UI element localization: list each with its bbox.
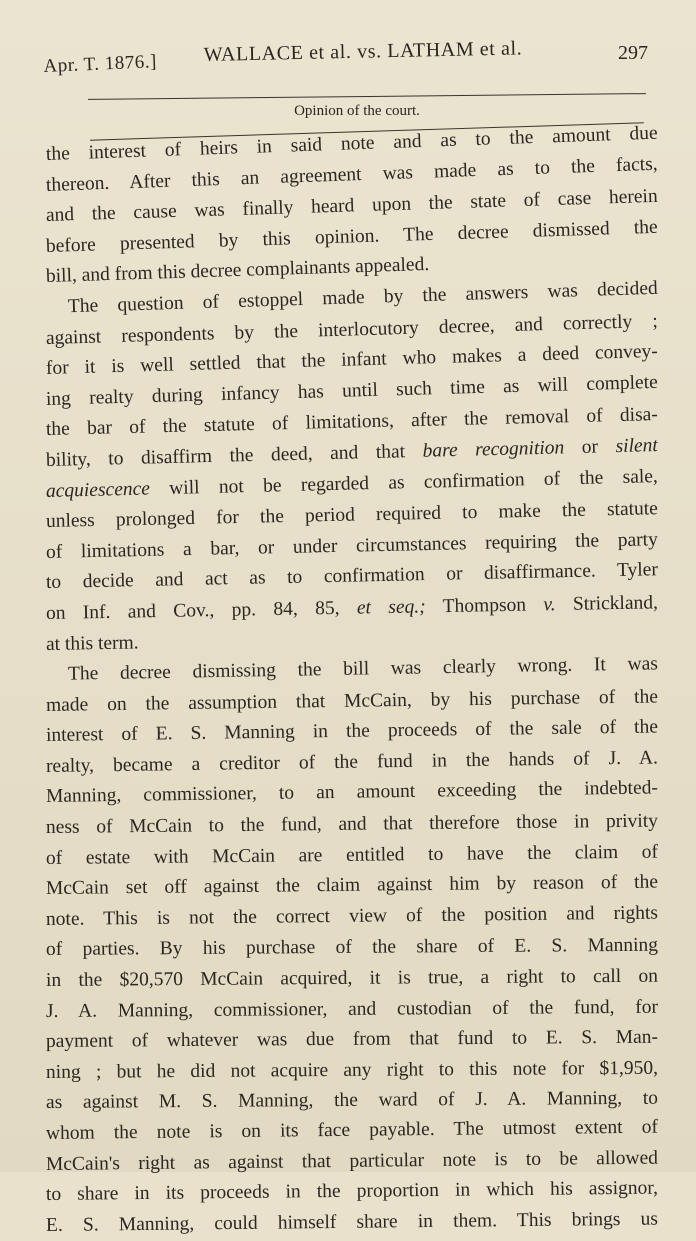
text-line: before presented by this opinion. The decree dismissed the [45,216,659,257]
text-line: ness of McCain to the fund, and that therefore those in privity [45,810,659,839]
text-line: The question of estoppel made by the answers was decided [67,277,659,318]
text-line: Manning, commissioner, to an amount exceeding the indebted- [45,777,659,808]
text-line: unless prolonged for the period required to make the statute [45,498,659,533]
page-number: 297 [618,42,648,64]
italic-run: et seq.; [356,596,426,619]
opinion-text [45,122,659,1241]
text-line: note. This is not the correct view of the position and rights [45,902,659,930]
text-line: realty, became a creditor of the fund in the hands of J. A. [45,747,659,777]
text-line: J. A. Manning, commissioner, and custodian of the fund, for [45,996,659,1022]
text-line: made on the assumption that McCain, by his purchase of the [45,686,659,716]
text-line: of parties. By his purchase of the share of E. S. Manning [45,935,659,961]
text-line: of estate with McCain are entitled to have the claim of [45,841,659,869]
text-line: to decide and act as to confirmation or disaffirmance. Tyler [45,559,659,594]
text-line: as against M. S. Manning, the ward of J. A. Manning, to [45,1088,659,1114]
italic-run: v. [543,594,556,616]
text-line: the interest of heirs in said note and as to the amount due [45,122,658,165]
court-term: Apr. T. 1876.] [43,51,158,78]
text-line: whom the note is on its face payable. The utmost extent of [45,1116,659,1144]
text-line: and the cause was finally heard upon the state of case herein [45,185,659,227]
text-line: in the $20,570 McCain acquired, it is true, a right to call on [45,965,659,992]
text-run: or [564,436,616,459]
header-rule-top [88,93,646,100]
text-run: Strickland, [555,592,659,616]
text-line: for it is well settled that the infant who makes a deed convey- [45,341,659,380]
text-line: of limitations a bar, or under circumstances requiring the party [45,528,659,563]
italic-run: acquiescence [45,477,151,502]
text-line: payment of whatever was due from that fund to E. S. Man- [45,1026,659,1053]
text-line: bill, and from this decree complainants appealed. [45,254,430,288]
text-line: thereon. After this an agreement was made as to the facts, [45,153,658,196]
text-line: McCain's right as against that particular note is to be allowed [45,1147,659,1175]
text-line: the bar of the statute of limitations, after the removal of disa- [45,404,659,441]
text-line: The decree dismissing the bill was clearly wrong. It was [67,653,659,685]
text-run: bility, to disaffirm the deed, and that [45,440,423,471]
running-header [43,37,648,82]
text-run: on Inf. and Cov., pp. 84, 85, [45,597,358,624]
text-line: against respondents by the interlocutory decree, and correctly ; [45,310,659,349]
text-line: interest of E. S. Manning in the proceeds of the sale of the [45,716,659,747]
text-line: E. S. Manning, could himself share in them. This brings us [45,1208,659,1236]
italic-run: silent [615,434,659,458]
text-line: at this term. [45,631,139,655]
text-line: ing realty during infancy has until such time as will complete [45,371,659,410]
case-title: WALLACE et al. vs. LATHAM et al. [203,37,523,67]
italic-run: bare recognition [422,437,565,462]
text-line: ning ; but he did not acquire any right to this note for $1,950, [45,1057,659,1083]
text-line: to share in its proceeds in the proportion in which his assignor, [45,1177,659,1206]
section-subheading: Opinion of the court. [294,103,420,119]
text-run: will not be regarded as confirmation of the sale, [149,465,659,499]
text-line: McCain set off against the claim against him by reason of the [45,871,659,900]
text-run: Thompson [425,594,544,618]
